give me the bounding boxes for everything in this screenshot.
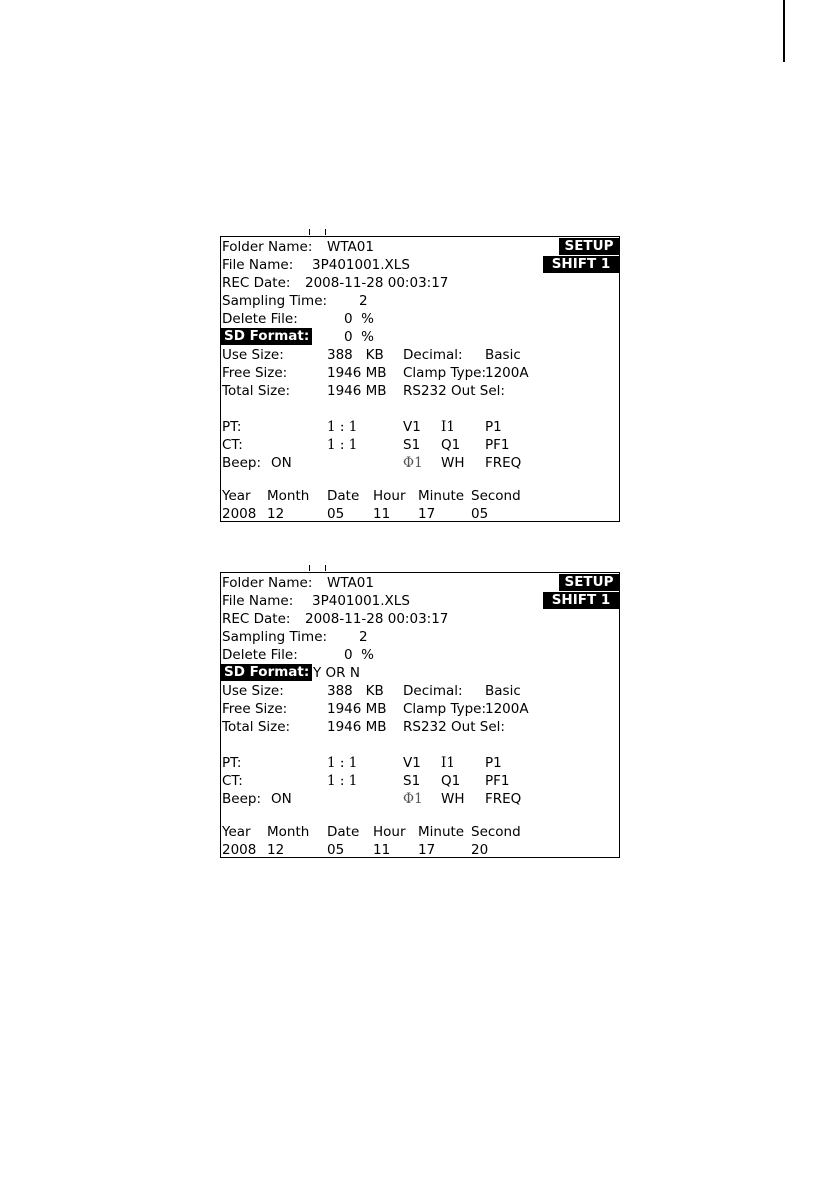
year-value: 2008 bbox=[222, 506, 257, 522]
clamp-type-label: Clamp Type: bbox=[403, 701, 487, 717]
total-size-value: 1946 MB bbox=[327, 383, 387, 399]
month-value: 12 bbox=[267, 506, 285, 522]
file-name-value: 3P401001.XLS bbox=[312, 257, 410, 273]
minute-header: Minute bbox=[418, 824, 465, 840]
folder-name-label: Folder Name: bbox=[222, 239, 313, 255]
setup-screen-2 bbox=[220, 572, 620, 858]
delete-file-label: Delete File: bbox=[222, 647, 298, 663]
pt-ratio-value: 1 : 1 bbox=[327, 419, 358, 435]
pt-ratio-value: 1 : 1 bbox=[327, 755, 358, 771]
rs-item-s1: S1 bbox=[403, 437, 421, 453]
rs-item-pf1: PF1 bbox=[485, 773, 510, 789]
decimal-label: Decimal: bbox=[403, 683, 463, 699]
sampling-time-label: Sampling Time: bbox=[222, 293, 328, 309]
rs-item-p1: P1 bbox=[485, 755, 502, 771]
month-header: Month bbox=[267, 488, 310, 504]
total-size-value: 1946 MB bbox=[327, 719, 387, 735]
month-header: Month bbox=[267, 824, 310, 840]
sampling-time-label: Sampling Time: bbox=[222, 629, 328, 645]
delete-file-label: Delete File: bbox=[222, 311, 298, 327]
delete-file-value: 0 % bbox=[344, 647, 374, 663]
free-size-label: Free Size: bbox=[222, 701, 288, 717]
decimal-value: Basic bbox=[485, 683, 521, 699]
rs-item-freq: FREQ bbox=[485, 791, 522, 807]
rs-item-s1: S1 bbox=[403, 773, 421, 789]
pt-label: PT: bbox=[222, 419, 242, 435]
sd-format-label: SD Format: bbox=[221, 328, 312, 345]
second-value: 05 bbox=[471, 506, 489, 522]
date-header: Date bbox=[327, 488, 360, 504]
delete-file-value: 0 % bbox=[344, 311, 374, 327]
rs-item-i1: I1 bbox=[441, 419, 455, 435]
total-size-label: Total Size: bbox=[222, 719, 291, 735]
tick-mark bbox=[309, 565, 310, 571]
second-header: Second bbox=[471, 488, 521, 504]
file-name-label: File Name: bbox=[222, 593, 294, 609]
second-header: Second bbox=[471, 824, 521, 840]
folder-name-value: WTA01 bbox=[327, 575, 374, 591]
beep-label: Beep: bbox=[222, 455, 261, 471]
rs-item-q1: Q1 bbox=[441, 773, 461, 789]
use-size-label: Use Size: bbox=[222, 683, 284, 699]
free-size-label: Free Size: bbox=[222, 365, 288, 381]
beep-value: ON bbox=[271, 791, 292, 807]
sd-format-confirm-prompt: Y OR N bbox=[313, 665, 360, 681]
rs-item-phi1: Φ1 bbox=[403, 455, 423, 471]
hour-value: 11 bbox=[373, 506, 391, 522]
hour-header: Hour bbox=[373, 824, 406, 840]
hour-value: 11 bbox=[373, 842, 391, 858]
date-value: 05 bbox=[327, 506, 345, 522]
sampling-time-value: 2 bbox=[359, 629, 368, 645]
month-value: 12 bbox=[267, 842, 285, 858]
beep-value: ON bbox=[271, 455, 292, 471]
folder-name-label: Folder Name: bbox=[222, 575, 313, 591]
tick-mark bbox=[309, 229, 310, 235]
minute-value: 17 bbox=[418, 842, 436, 858]
ct-ratio-value: 1 : 1 bbox=[327, 773, 358, 789]
rec-date-value: 2008-11-28 00:03:17 bbox=[305, 275, 449, 291]
rs232-out-sel-label: RS232 Out Sel: bbox=[403, 383, 505, 399]
page-edge-line bbox=[783, 0, 785, 62]
setup-badge: SETUP bbox=[559, 574, 619, 591]
rec-date-value: 2008-11-28 00:03:17 bbox=[305, 611, 449, 627]
clamp-type-value: 1200A bbox=[485, 701, 529, 717]
use-size-value: 388 KB bbox=[327, 683, 384, 699]
sd-format-label: SD Format: bbox=[221, 664, 312, 681]
setup-screen-1 bbox=[220, 236, 620, 522]
tick-mark bbox=[325, 229, 326, 235]
free-size-value: 1946 MB bbox=[327, 701, 387, 717]
shift-badge: SHIFT 1 bbox=[543, 592, 619, 609]
date-header: Date bbox=[327, 824, 360, 840]
year-header: Year bbox=[222, 824, 251, 840]
sampling-time-value: 2 bbox=[359, 293, 368, 309]
year-value: 2008 bbox=[222, 842, 257, 858]
rs-item-wh: WH bbox=[441, 455, 465, 471]
rs-item-v1: V1 bbox=[403, 419, 421, 435]
use-size-value: 388 KB bbox=[327, 347, 384, 363]
total-size-label: Total Size: bbox=[222, 383, 291, 399]
shift-badge: SHIFT 1 bbox=[543, 256, 619, 273]
clamp-type-label: Clamp Type: bbox=[403, 365, 487, 381]
free-size-value: 1946 MB bbox=[327, 365, 387, 381]
file-name-value: 3P401001.XLS bbox=[312, 593, 410, 609]
date-value: 05 bbox=[327, 842, 345, 858]
rs-item-q1: Q1 bbox=[441, 437, 461, 453]
rs-item-v1: V1 bbox=[403, 755, 421, 771]
rs-item-i1: I1 bbox=[441, 755, 455, 771]
rs-item-pf1: PF1 bbox=[485, 437, 510, 453]
pt-label: PT: bbox=[222, 755, 242, 771]
ct-ratio-value: 1 : 1 bbox=[327, 437, 358, 453]
rs-item-freq: FREQ bbox=[485, 455, 522, 471]
rs-item-wh: WH bbox=[441, 791, 465, 807]
minute-value: 17 bbox=[418, 506, 436, 522]
rs232-out-sel-label: RS232 Out Sel: bbox=[403, 719, 505, 735]
file-name-label: File Name: bbox=[222, 257, 294, 273]
sd-format-value: 0 % bbox=[344, 329, 374, 345]
ct-label: CT: bbox=[222, 437, 243, 453]
rs-item-p1: P1 bbox=[485, 419, 502, 435]
minute-header: Minute bbox=[418, 488, 465, 504]
second-value: 20 bbox=[471, 842, 489, 858]
beep-label: Beep: bbox=[222, 791, 261, 807]
decimal-value: Basic bbox=[485, 347, 521, 363]
rec-date-label: REC Date: bbox=[222, 611, 291, 627]
rec-date-label: REC Date: bbox=[222, 275, 291, 291]
folder-name-value: WTA01 bbox=[327, 239, 374, 255]
setup-badge: SETUP bbox=[559, 238, 619, 255]
clamp-type-value: 1200A bbox=[485, 365, 529, 381]
decimal-label: Decimal: bbox=[403, 347, 463, 363]
ct-label: CT: bbox=[222, 773, 243, 789]
hour-header: Hour bbox=[373, 488, 406, 504]
tick-mark bbox=[325, 565, 326, 571]
year-header: Year bbox=[222, 488, 251, 504]
use-size-label: Use Size: bbox=[222, 347, 284, 363]
rs-item-phi1: Φ1 bbox=[403, 791, 423, 807]
